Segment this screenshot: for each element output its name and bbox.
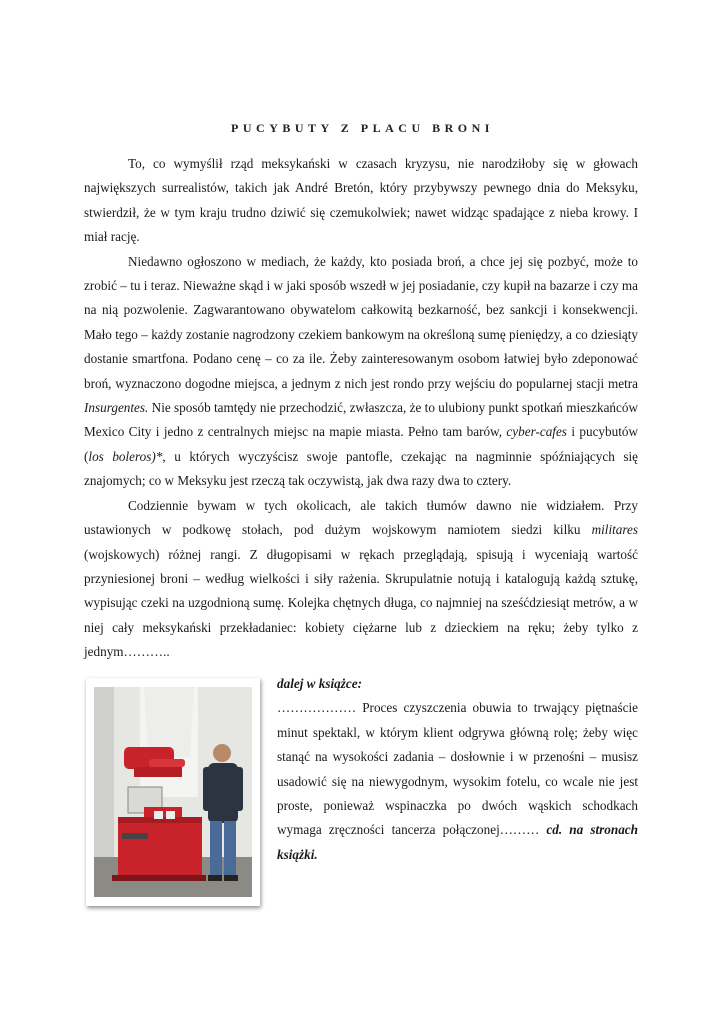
page-title: PUCYBUTY Z PLACU BRONI [231, 121, 494, 135]
paragraph-3 [84, 494, 638, 665]
italic-term: militares [591, 522, 638, 538]
article-body [84, 152, 638, 665]
photo-image [94, 687, 252, 897]
text-segment: To, co wymyślił rząd meksykański w czasach kryzysu, nie narodziłoby się w głowach największych surrealistów, takich jak André Bretón, który przybywszy pewnego dnia do Meksyku, stwierdził, że w tym kraju trudno dziwić się czemukolwiek; nawet widząc spadające z nieba krowy. I miał rację. [84, 156, 638, 245]
text-segment: , u których wyczyścisz swoje pantofle, czekając na nagminnie spóźniających się znajomych; co w Meksyku jest rzeczą tak oczywistą, jak dwa razy dwa to cztery. [84, 448, 638, 489]
excerpt-text: ……………… Proces czyszczenia obuwia to trwający piętnaście minut spektakl, w którym klient odgrywa główną rolę; żeby więc stanąć na wysokości zadania – dosłownie i w przenośni – musisz usadowić się na niewygodnym, wysokim fotelu, co wcale nie jest proste, ponieważ wspinaczka po dwóch wąskich schodkach wymaga zręczności tancerza połączonej……… [277, 700, 638, 838]
text-segment: i pucybutów ( [84, 424, 638, 464]
book-excerpt [277, 672, 638, 867]
italic-term: Insurgentes. [84, 400, 149, 416]
excerpt-heading: dalej w książce: [277, 676, 362, 691]
italic-term: los boleros)* [88, 448, 163, 464]
italic-term: cyber-cafes [506, 424, 567, 440]
text-segment: Niedawno ogłoszono w mediach, że każdy, kto posiada broń, a chce jej się pozbyć, może to zrobić – tu i teraz. Nieważne skąd i w jaki sposób wszedł w jej posiadanie, czy kupił na bazarze i czy ma na nią pozwolenie. Zagwarantowano obywatelom całkowitą bezkarność, bez sankcji i konsekwencji. Mało tego – każdy zostanie nagrodzony czekiem bankowym na określoną sumę pieniędzy, a co dziesiąty dostanie smartfona. Podano cenę – co za ile. Żeby zainteresowanym osobom łatwiej było zdeponować broń, wyznaczono dogodne miejsca, a jednym z nich jest rondo przy wejściu do popularnej stacji metra [84, 253, 638, 391]
text-segment: (wojskowych) różnej rangi. Z długopisami w rękach przeglądają, spisują i wyceniają wartość przyniesionej broni – według wielkości i siły rażenia. Skrupulatnie notują i katalogują każdą sztukę, wypisując czeki na uzgodnioną sumę. Kolejka chętnych długa, co najmniej na sześćdziesiąt metrów, a w niej cały meksykański przekładaniec: kobiety ciężarne lub z dzieckiem na ręku; żeby tylko z jednym……….. [84, 546, 638, 660]
excerpt-continuation: cd. na stronach książki. [277, 822, 638, 862]
shoe-shine-photo [86, 678, 260, 906]
text-segment: Codziennie bywam w tych okolicach, ale takich tłumów dawno nie widziałem. Przy ustawionych w podkowę stołach, pod dużym wojskowym namiotem siedzi kilku [84, 497, 638, 538]
paragraph-1 [84, 152, 638, 250]
paragraph-2 [84, 250, 638, 494]
text-segment: Nie sposób tamtędy nie przechodzić, zwłaszcza, że to ulubiony punkt spotkań mieszkańców Mexico City i jedno z centralnych miejsc na mapie miasta. Pełno tam barów, [84, 400, 638, 440]
